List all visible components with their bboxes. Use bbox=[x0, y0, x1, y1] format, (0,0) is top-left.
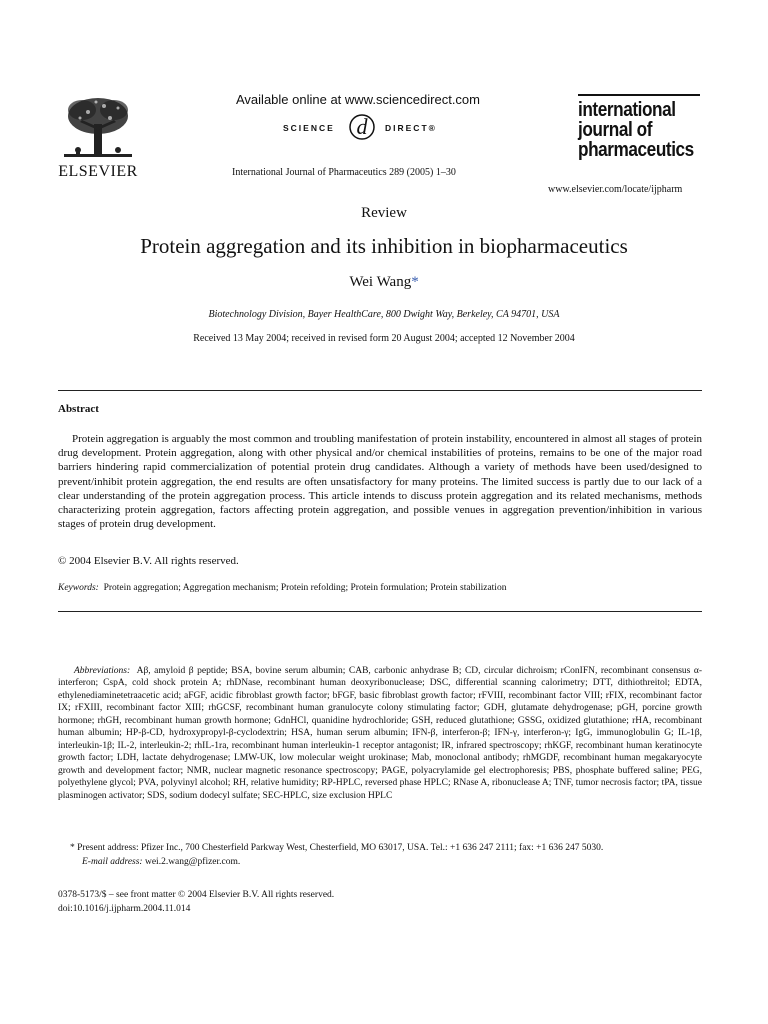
abbreviations-footnote bbox=[58, 665, 702, 802]
publisher-name: ELSEVIER bbox=[58, 163, 138, 180]
sciencedirect-right-text: DIRECT® bbox=[385, 123, 437, 133]
issn-line: 0378-5173/$ – see front matter © 2004 Elsevier B.V. All rights reserved. bbox=[58, 890, 335, 900]
author-name[interactable]: Wei Wang bbox=[349, 274, 412, 290]
received-dates: Received 13 May 2004; received in revised form 20 August 2004; accepted 12 November 2004 bbox=[193, 333, 575, 344]
email-label: E-mail address: bbox=[82, 857, 143, 867]
journal-url-link[interactable]: www.elsevier.com/locate/ijpharm bbox=[548, 184, 683, 195]
sciencedirect-logo-icon bbox=[343, 110, 381, 144]
keywords-text: Protein aggregation; Aggregation mechanism; Protein refolding; Protein formulation; Protein stabilization bbox=[103, 583, 507, 593]
author-affiliation: Biotechnology Division, Bayer HealthCare, 800 Dwight Way, Berkeley, CA 94701, USA bbox=[208, 309, 560, 320]
abstract-top-rule bbox=[58, 390, 702, 391]
available-online-text[interactable]: Available online at www.sciencedirect.com bbox=[236, 92, 480, 107]
sciencedirect-left-text: SCIENCE bbox=[283, 123, 335, 133]
journal-title-line2: journal of bbox=[578, 119, 653, 141]
journal-title-line3: pharmaceutics bbox=[578, 139, 694, 161]
keywords-line bbox=[58, 583, 702, 593]
elsevier-tree-logo bbox=[58, 94, 138, 162]
abstract-paragraph: Protein aggregation is arguably the most common and troubling manifestation of protein instability, encountered in almost all stages of protein drug development. Protein aggregation, along with other physical and/or chemical instabilities of proteins, remains to be one of the major road barriers hindering rapid commercialization of potential protein drug candidates. Although a variety of methods have been used/designed to prevent/inhibit protein aggregation, the end results are often unsatisfactory for many proteins. The limited success is partly due to our lack of a clear understanding of the protein aggregation process. This article intends to discuss protein aggregation and its related mechanisms, methods characterizing protein aggregation, factors affecting protein aggregation, and possible venues in aggregation prevention/inhibition in various stages of protein drug development. bbox=[58, 433, 702, 531]
journal-title-line1: international bbox=[578, 99, 676, 121]
journal-reference: International Journal of Pharmaceutics 289 (2005) 1–30 bbox=[232, 167, 456, 178]
journal-title-rule bbox=[578, 94, 700, 96]
present-address-footnote: * Present address: Pfizer Inc., 700 Chesterfield Parkway West, Chesterfield, MO 63017, USA. Tel.: +1 636 247 2111; fax: +1 636 247 5030. bbox=[70, 843, 604, 853]
article-title: Protein aggregation and its inhibition in biopharmaceutics bbox=[140, 234, 628, 258]
article-author bbox=[0, 274, 768, 291]
abbreviations-label: Abbreviations: bbox=[74, 666, 131, 676]
abstract-copyright: © 2004 Elsevier B.V. All rights reserved. bbox=[58, 555, 239, 567]
keywords-label: Keywords: bbox=[58, 583, 99, 593]
journal-title-logo bbox=[578, 100, 694, 160]
abstract-heading: Abstract bbox=[58, 403, 99, 415]
abstract-bottom-rule bbox=[58, 611, 702, 612]
email-footnote bbox=[82, 857, 240, 867]
author-footnote-mark[interactable]: * bbox=[411, 274, 419, 290]
email-address-link[interactable]: wei.2.wang@pfizer.com. bbox=[144, 857, 241, 867]
svg-text:d: d bbox=[356, 114, 368, 139]
article-section: Review bbox=[361, 205, 407, 221]
abstract-body bbox=[58, 432, 702, 531]
abbreviations-text: Aβ, amyloid β peptide; BSA, bovine serum albumin; CAB, carbonic anhydrase B; CD, circular dichroism; rConIFN, recombinant consensus α-interferon; CspA, cold shock protein A; rhDNase, recombinant human deoxyribonuclease; DSC, differential scanning calorimetry; DTT, dithiothreitol; EDTA, ethylenediaminetetraacetic acid; aFGF, acidic fibroblast growth factor; bFGF, basic fibroblast growth factor; rFVIII, recombinant factor VIII; rFIX, recombinant factor IX; rFXIII, recombinant factor XIII; rhGCSF, recombinant human granulocyte colony stimulating factor; GDH, glutamate dehydrogenase; pGH, porcine growth hormone; rhGH, recombinant human growth hormone; GdnHCl, quanidine hydrochloride; GSH, reduced glutathione; GSSG, oxidized glutathione; rHA, recombinant human albumin; HP-β-CD, hydroxypropyl-β-cyclodextrin; HSA, human serum albumin; IFN-β, interferon-β; IFN-γ, interferon-γ; IgG, immunoglobulin G; IL-1β, interleukin-1β; IL-2, interleukin-2; rhIL-1ra, recombinant human interleukin-1 receptor antagonist; IR, infrared spectroscopy; rhKGF, recombinant human keratinocyte growth factor; LDH, lactate dehydrogenase; LMW-UK, low molecular weight urokinase; Mab, monoclonal antibody; rhMGDF, recombinant human megakaryocyte growth and development factor; NMR, nuclear magnetic resonance spectroscopy; PAGE, polyacrylamide gel electrophoresis; PBS, phosphate buffered saline; PEG, polyethylene glycol; PVA, polyvinyl alcohol; RH, relative humidity; RP-HPLC, reversed phase HPLC; RNase A, ribonuclease A; TNF, tumor necrosis factor; tPA, tissue plasminogen activator; SDS, sodium dodecyl sulfate; SEC-HPLC, size exclusion HPLC bbox=[58, 666, 702, 801]
doi-line[interactable]: doi:10.1016/j.ijpharm.2004.11.014 bbox=[58, 904, 191, 914]
